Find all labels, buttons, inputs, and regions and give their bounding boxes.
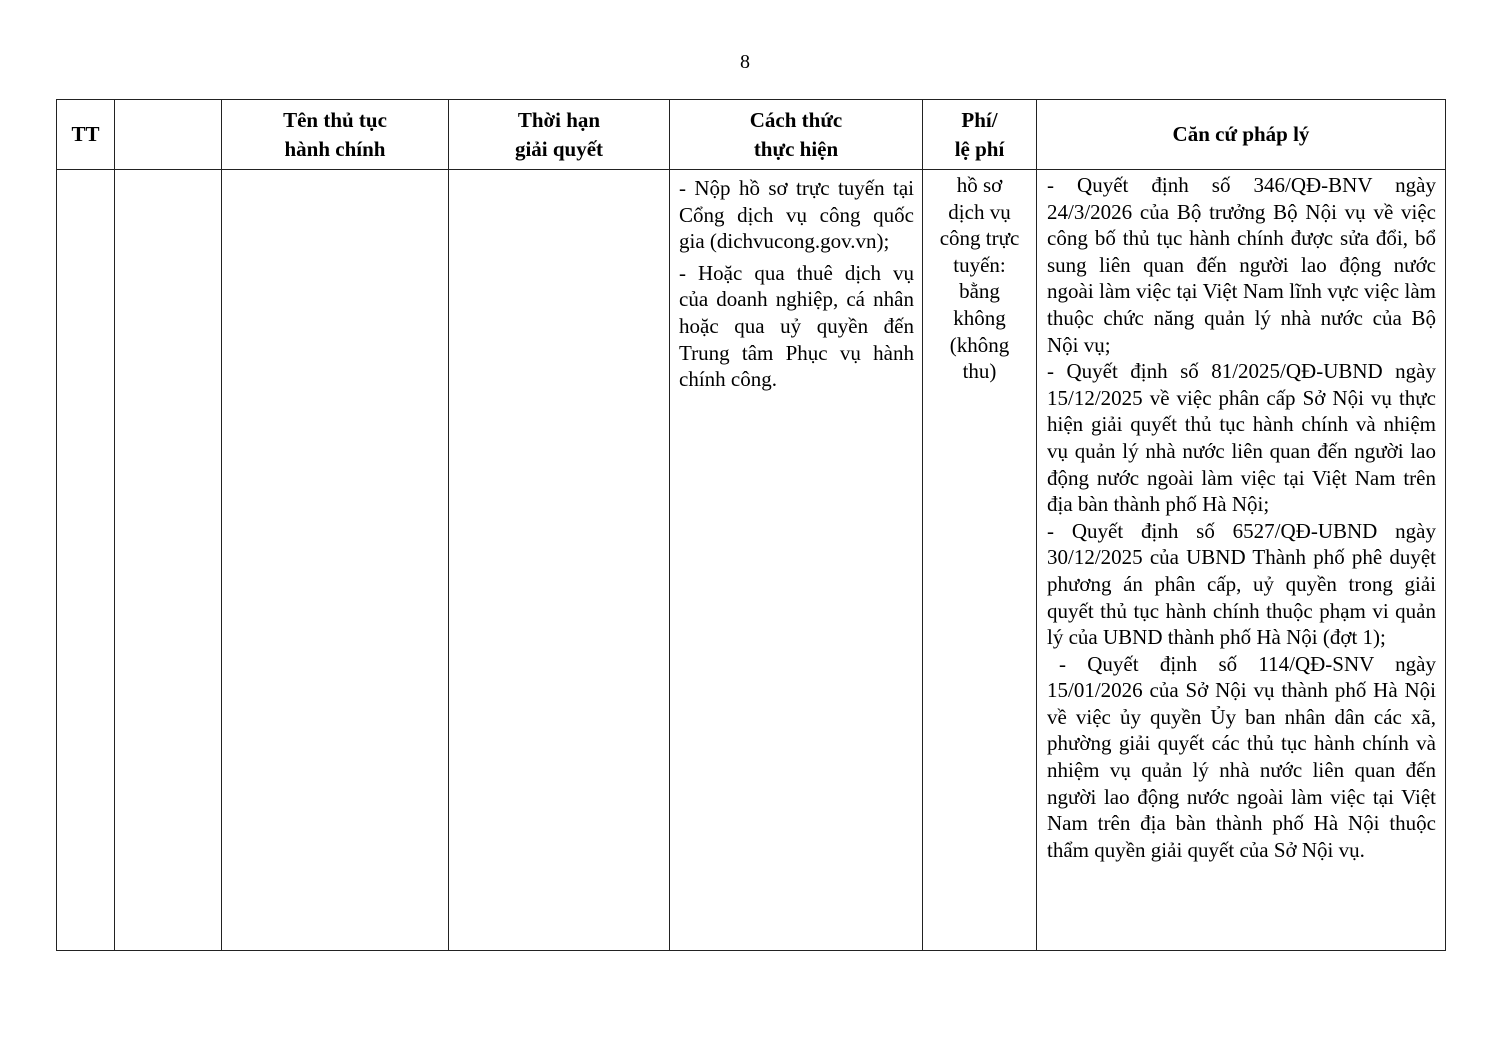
- method-online-submission: - Nộp hồ sơ trực tuyến tại Cổng dịch vụ công quốc gia (dichvucong.gov.vn);: [679, 176, 914, 254]
- fee-line: không: [953, 305, 1006, 330]
- header-fee-line-1: Phí/: [961, 107, 998, 132]
- fee-line: thu): [962, 359, 997, 384]
- fee-line: (không: [949, 332, 1010, 357]
- procedure-table: [56, 99, 1446, 951]
- header-row: [57, 100, 1446, 170]
- fee-line: công trực: [939, 226, 1020, 251]
- header-procedure-name-line-2: hành chính: [284, 136, 386, 161]
- fee-line: tuyến:: [953, 252, 1006, 277]
- header-method-line-1: Cách thức: [749, 107, 843, 132]
- header-procedure-name-line-1: Tên thủ tục: [283, 107, 387, 132]
- header-fee-line-2: lệ phí: [954, 136, 1005, 161]
- cell-tt: [57, 170, 115, 951]
- cell-time-limit: [449, 170, 670, 951]
- fee-line: dịch vụ: [948, 199, 1011, 224]
- cell-legal-basis: [1037, 170, 1446, 951]
- cell-blank: [115, 170, 222, 951]
- header-fee: [923, 100, 1037, 170]
- header-blank: [115, 100, 222, 170]
- legal-basis-item: - Quyết định số 6527/QĐ-UBND ngày 30/12/2025 của UBND Thành phố phê duyệt phương án phân cấp, uỷ quyền trong giải quyết thủ tục hành chính thuộc phạm vi quản lý của UBND thành phố Hà Nội (đợt 1);: [1047, 518, 1436, 650]
- header-time-limit: [449, 100, 670, 170]
- page-number: 8: [740, 51, 750, 73]
- cell-procedure-name: [222, 170, 449, 951]
- header-tt: TT: [57, 100, 115, 170]
- method-service-or-authorization: - Hoặc qua thuê dịch vụ của doanh nghiệp, cá nhân hoặc qua uỷ quyền đến Trung tâm Phục vụ hành chính công.: [679, 260, 914, 392]
- table-row: [57, 170, 1446, 951]
- header-method-line-2: thực hiện: [753, 136, 839, 161]
- header-time-limit-line-1: Thời hạn: [517, 107, 601, 132]
- legal-basis-item: - Quyết định số 81/2025/QĐ-UBND ngày 15/12/2025 về việc phân cấp Sở Nội vụ thực hiện giải quyết thủ tục hành chính và nhiệm vụ quản lý nhà nước liên quan đến người lao động nước ngoài làm việc tại Việt Nam trên địa bàn thành phố Hà Nội;: [1047, 359, 1436, 517]
- cell-fee: [923, 170, 1037, 951]
- fee-line: bằng: [959, 279, 1000, 304]
- header-legal-basis: Căn cứ pháp lý: [1037, 100, 1446, 170]
- header-time-limit-line-2: giải quyết: [514, 136, 604, 161]
- legal-basis-item: - Quyết định số 114/QĐ-SNV ngày 15/01/2026 của Sở Nội vụ thành phố Hà Nội về việc ủy quyền Ủy ban nhân dân các xã, phường giải quyết các thủ tục hành chính và nhiệm vụ quản lý nhà nước liên quan đến người lao động nước ngoài làm việc tại Việt Nam trên địa bàn thành phố Hà Nội thuộc thẩm quyền giải quyết của Sở Nội vụ.: [1047, 651, 1436, 862]
- fee-line: hồ sơ: [956, 173, 1003, 197]
- header-method: [670, 100, 923, 170]
- legal-basis-item: - Quyết định số 346/QĐ-BNV ngày 24/3/2026 của Bộ trưởng Bộ Nội vụ về việc công bố thủ tục hành chính được sửa đổi, bổ sung liên quan đến người lao động nước ngoài làm việc tại Việt Nam lĩnh vực việc làm thuộc chức năng quản lý nhà nước của Bộ Nội vụ;: [1047, 173, 1436, 357]
- cell-method: [670, 170, 923, 951]
- header-procedure-name: [222, 100, 449, 170]
